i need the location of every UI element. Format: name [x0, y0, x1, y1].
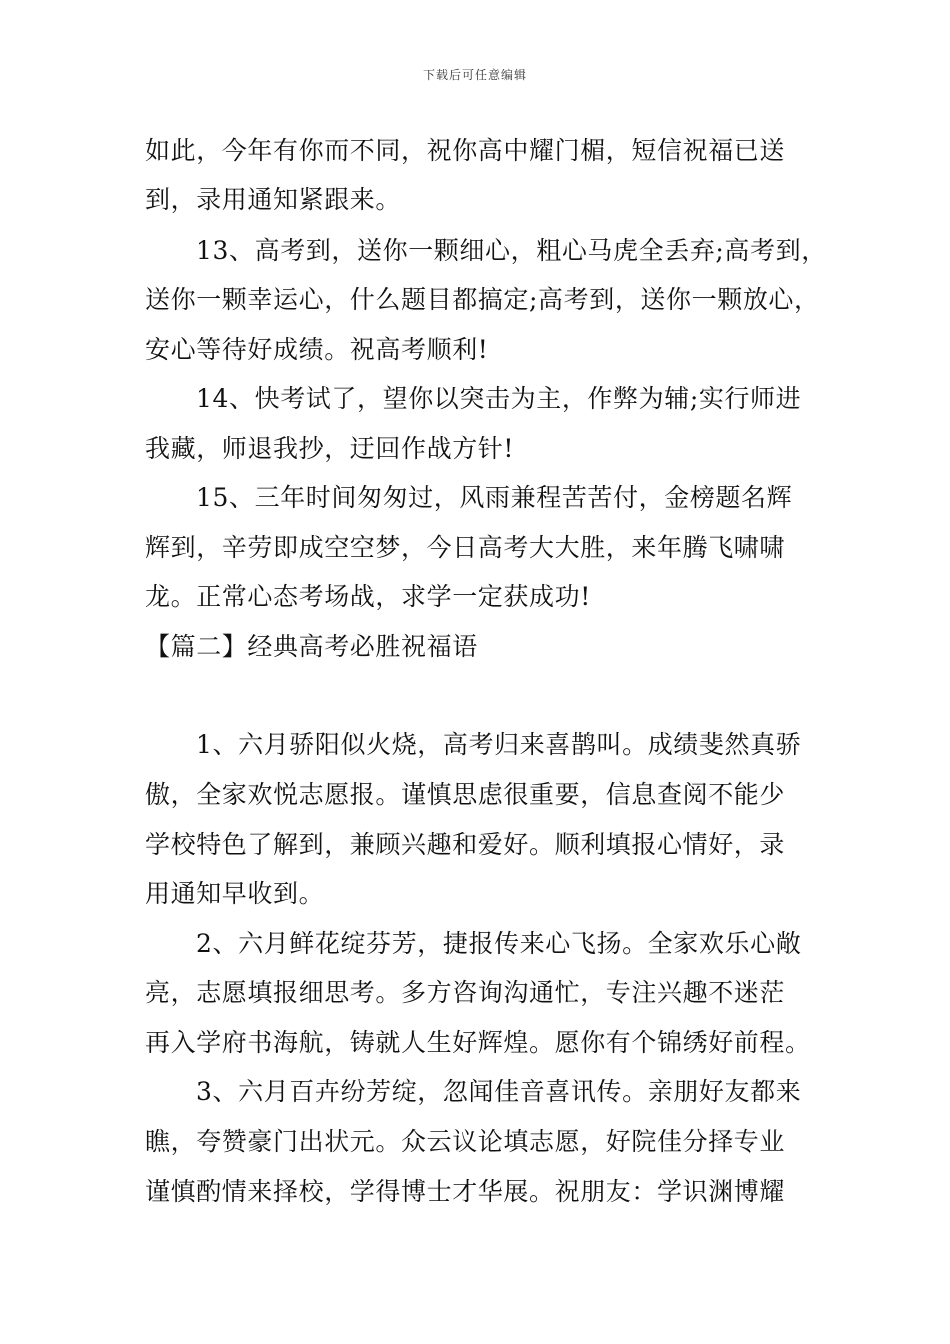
text-line: 龙。正常心态考场战，求学一定获成功! — [145, 582, 591, 611]
text-line: 1、六月骄阳似火烧，高考归来喜鹊叫。成绩斐然真骄 — [196, 730, 802, 759]
text-line: 送你一颗幸运心，什么题目都搞定;高考到，送你一颗放心， — [145, 285, 820, 314]
text-line: 15、三年时间匆匆过，风雨兼程苦苦付，金榜题名辉 — [196, 483, 793, 512]
text-line: 傲，全家欢悦志愿报。谨慎思虑很重要，信息查阅不能少 — [145, 780, 786, 809]
text-line: 用通知早收到。 — [145, 879, 325, 908]
text-line: 如此，今年有你而不同，祝你高中耀门楣，短信祝福已送 — [145, 136, 786, 165]
text-line: 到，录用通知紧跟来。 — [145, 185, 402, 214]
text-line: 谨慎酌情来择校，学得博士才华展。祝朋友：学识渊博耀 — [145, 1177, 786, 1206]
text-line: 学校特色了解到，兼顾兴趣和爱好。顺利填报心情好，录 — [145, 830, 786, 859]
page-header-note: 下载后可任意编辑 — [422, 68, 527, 82]
text-line: 2、六月鲜花绽芬芳，捷报传来心飞扬。全家欢乐心敞 — [196, 929, 802, 958]
text-line: 辉到，辛劳即成空空梦，今日高考大大胜，来年腾飞啸啸 — [145, 533, 786, 562]
text-line: 再入学府书海航，铸就人生好辉煌。愿你有个锦绣好前程。 — [145, 1028, 811, 1057]
text-line: 我藏，师退我抄，迂回作战方针! — [145, 434, 515, 463]
text-line: 14、快考试了，望你以突击为主，作弊为辅;实行师进 — [196, 384, 802, 413]
section-heading: 【篇二】经典高考必胜祝福语 — [145, 632, 478, 661]
text-line: 13、高考到，送你一颗细心，粗心马虎全丢弃;高考到， — [196, 236, 827, 265]
text-line: 3、六月百卉纷芳绽，忽闻佳音喜讯传。亲朋好友都来 — [196, 1077, 802, 1106]
text-line: 瞧，夸赞豪门出状元。众云议论填志愿，好院佳分择专业 — [145, 1127, 786, 1156]
text-line: 亮，志愿填报细思考。多方咨询沟通忙，专注兴趣不迷茫 — [145, 978, 786, 1007]
text-line: 安心等待好成绩。祝高考顺利! — [145, 335, 489, 364]
